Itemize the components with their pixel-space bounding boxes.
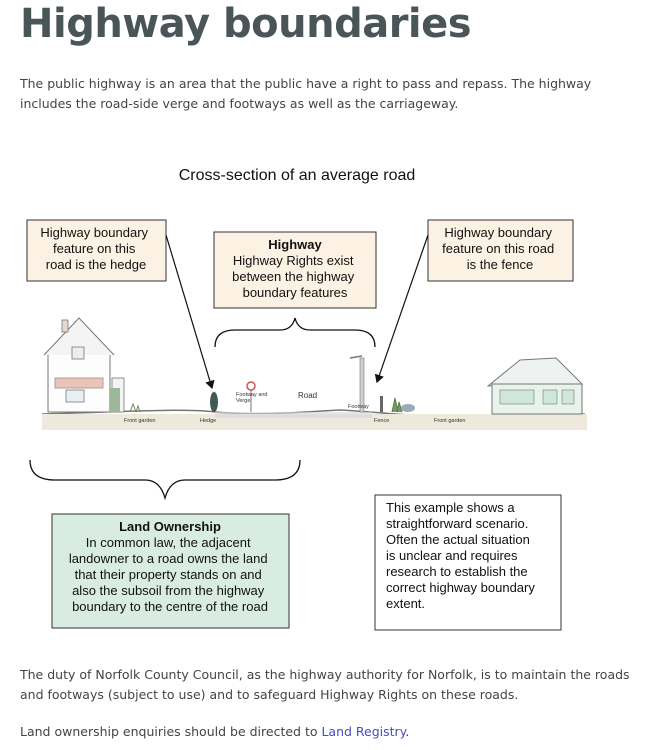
label-hedge: Hedge <box>200 418 217 424</box>
page-title: Highway boundaries <box>20 1 472 47</box>
label-road: Road <box>298 391 318 400</box>
fence-arrow <box>377 235 428 382</box>
land-ownership-brace <box>30 460 300 498</box>
left-house-illustration <box>44 318 124 412</box>
hedge-illustration <box>210 392 218 412</box>
label-footway-verge-2: Verge <box>236 398 251 404</box>
highway-brace <box>215 318 375 347</box>
right-house-illustration <box>488 358 582 414</box>
intro-paragraph: The public highway is an area that the public have a right to pass and repass. The highway includes the road-side verge and footways as well as the carriageway. <box>20 76 592 111</box>
fence-illustration <box>380 396 383 412</box>
enquiries-end: . <box>405 724 410 739</box>
land-ownership-title: Land Ownership <box>119 519 221 534</box>
hedge-arrow <box>166 235 212 388</box>
highway-note-title: Highway <box>268 237 322 252</box>
fence-note-text: Highway boundary feature on this road is the fence <box>442 225 555 272</box>
land-ownership-text: In common law, the adjacent landowner to a road owns the land that their property stands on and also the subsoil from the highway boundary to the centre of the road <box>68 535 268 614</box>
enquiries-paragraph <box>20 722 409 742</box>
label-fence: Fence <box>374 418 390 424</box>
label-front-garden-left: Front garden <box>124 418 156 424</box>
road-cross-section-diagram <box>0 150 652 650</box>
diagram-caption: Cross-section of an average road <box>178 167 416 184</box>
duty-paragraph: The duty of Norfolk County Council, as the highway authority for Norfolk, is to maintain the roads and footways (subject to use) and to safeguard Highway Rights on these roads. <box>20 667 630 702</box>
land-registry-link[interactable]: Land Registry <box>321 724 406 739</box>
highway-note-text: Highway Rights exist between the highway boundary features <box>232 253 355 300</box>
label-footway: Footway <box>348 404 369 410</box>
label-front-garden-right: Front garden <box>434 418 466 424</box>
hedge-note-text: Highway boundary feature on this road is the hedge <box>40 225 149 272</box>
example-note-text: This example shows a straightforward scenario. Often the actual situation is unclear and requires research to establish the correct highway boundary extent. <box>386 500 535 611</box>
label-footway-verge-1: Footway and <box>236 392 268 398</box>
enquiries-text: Land ownership enquiries should be directed to <box>20 724 322 739</box>
